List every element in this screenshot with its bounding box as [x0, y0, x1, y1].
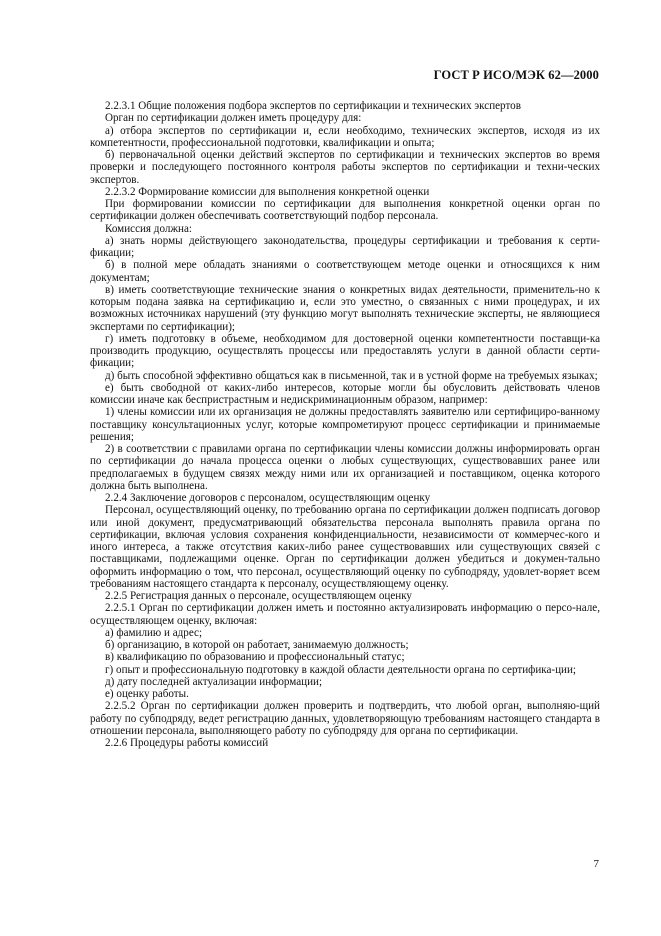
- page-number: 7: [593, 858, 599, 870]
- document-body: [90, 100, 600, 749]
- paragraph: е) оценку работы.: [105, 688, 189, 700]
- paragraph: а) фамилию и адрес;: [105, 626, 203, 639]
- paragraph: Комиссия должна:: [105, 222, 192, 235]
- paragraph: Орган по сертификации должен иметь процедуру для:: [105, 112, 362, 125]
- paragraph: 2.2.3.2 Формирование комиссии для выполнения конкретной оценки: [105, 185, 430, 198]
- document-id-header: ГОСТ Р ИСО/МЭК 62—2000: [433, 68, 599, 82]
- paragraph: б) в полной мере обладать знаниями о соответствующем методе оценки и относящихся к ним документам;: [90, 259, 600, 284]
- paragraph: д) дату последней актуализации информации;: [105, 675, 323, 688]
- paragraph: 2.2.3.1 Общие положения подбора экспертов по сертификации и технических экспертов: [105, 100, 521, 112]
- paragraph: в) квалификацию по образованию и профессиональный статус;: [105, 651, 405, 664]
- paragraph: Персонал, осуществляющий оценку, по требованию органа по сертификации должен подписать договор или иной документ, предусматривающий обязательства персонала выполнять правила органа по сертификации, включая условия сохранения конфиденциальности, независимости от коммерчес-кого и иного интереса, а также отсутствия каких-либо ранее существовавших или существующих связей с поставщиками, подлежащими оценке. Орган по сертификации должен убедиться и докумен-тально оформить информацию о том, что персонал, осуществляющий оценку по субподряду, удовлет-воряет всем требованиям настоящего стандарта к персоналу, осуществляющему оценку.: [90, 504, 600, 590]
- paragraph: 2) в соответствии с правилами органа по сертификации члены комиссии должны информировать орган по сертификации до начала процесса оценки о любых существующих, существовавших ранее или предполагаемых в будущем связях между ними или их организацией и поставщиком, оценка которого должна быть выполнена.: [90, 443, 600, 492]
- paragraph: б) организацию, в которой он работает, занимаемую должность;: [105, 639, 409, 651]
- paragraph: 2.2.4 Заключение договоров с персоналом, осуществляющим оценку: [105, 492, 431, 504]
- paragraph: д) быть способной эффективно общаться как в письменной, так и в устной форме на требуемых языках;: [105, 369, 598, 382]
- paragraph: а) знать нормы действующего законодательства, процедуры сертификации и требования к серти-фикации;: [90, 234, 600, 259]
- paragraph: 2.2.6 Процедуры работы комиссий: [105, 737, 269, 749]
- paragraph: в) иметь соответствующие технические знания о конкретных видах деятельности, применитель-но к которым подана заявка на сертификацию и, если это уместно, о связанных с ними процедурах, и их возможных источниках нарушений (эту функцию могут выполнять технические эксперты, не являющиеся экспертами по сертификации);: [90, 283, 600, 333]
- paragraph: 1) члены комиссии или их организация не должны предоставлять заявителю или сертифициро-ванному поставщику консультационных услуг, которые компрометируют процесс сертификации и принимаемые решения;: [90, 406, 600, 443]
- paragraph: е) быть свободной от каких-либо интересов, которые могли бы обусловить действовать членов комиссии иначе как беспристрастным и недискриминационным образом, например:: [90, 381, 600, 406]
- paragraph: б) первоначальной оценки действий экспертов по сертификации и технических экспертов во время проверки и последующего постоянного контроля работы экспертов по сертификации и техни-ческих экспертов.: [90, 149, 600, 186]
- paragraph: 2.2.5.1 Орган по сертификации должен иметь и постоянно актуализировать информацию о персо-нале, осуществляющем оценку, включая:: [90, 602, 600, 627]
- paragraph: а) отбора экспертов по сертификации и, если необходимо, технических экспертов, исходя из их компетентности, профессиональной подготовки, квалификации и опыта;: [90, 124, 600, 149]
- paragraph: 2.2.5.2 Орган по сертификации должен проверить и подтвердить, что любой орган, выполняю-щий работу по субподряду, ведет регистрацию данных, удовлетворяющую требованиям настоящего стандарта в отношении персонала, выполняющего работу по субподряду для органа по сертификации.: [90, 700, 600, 737]
- paragraph: 2.2.5 Регистрация данных о персонале, осуществляющем оценку: [105, 590, 412, 602]
- paragraph: При формировании комиссии по сертификации для выполнения конкретной оценки орган по сертификации должен обеспечивать соответствующий подбор персонала.: [90, 198, 600, 223]
- paragraph: г) опыт и профессиональную подготовку в каждой области деятельности органа по сертифика-ции;: [105, 663, 577, 676]
- paragraph: г) иметь подготовку в объеме, необходимом для достоверной оценки компетентности поставщи-ка производить продукцию, осуществлять процессы или предоставлять услуги в данной области серти-фикации;: [90, 332, 600, 370]
